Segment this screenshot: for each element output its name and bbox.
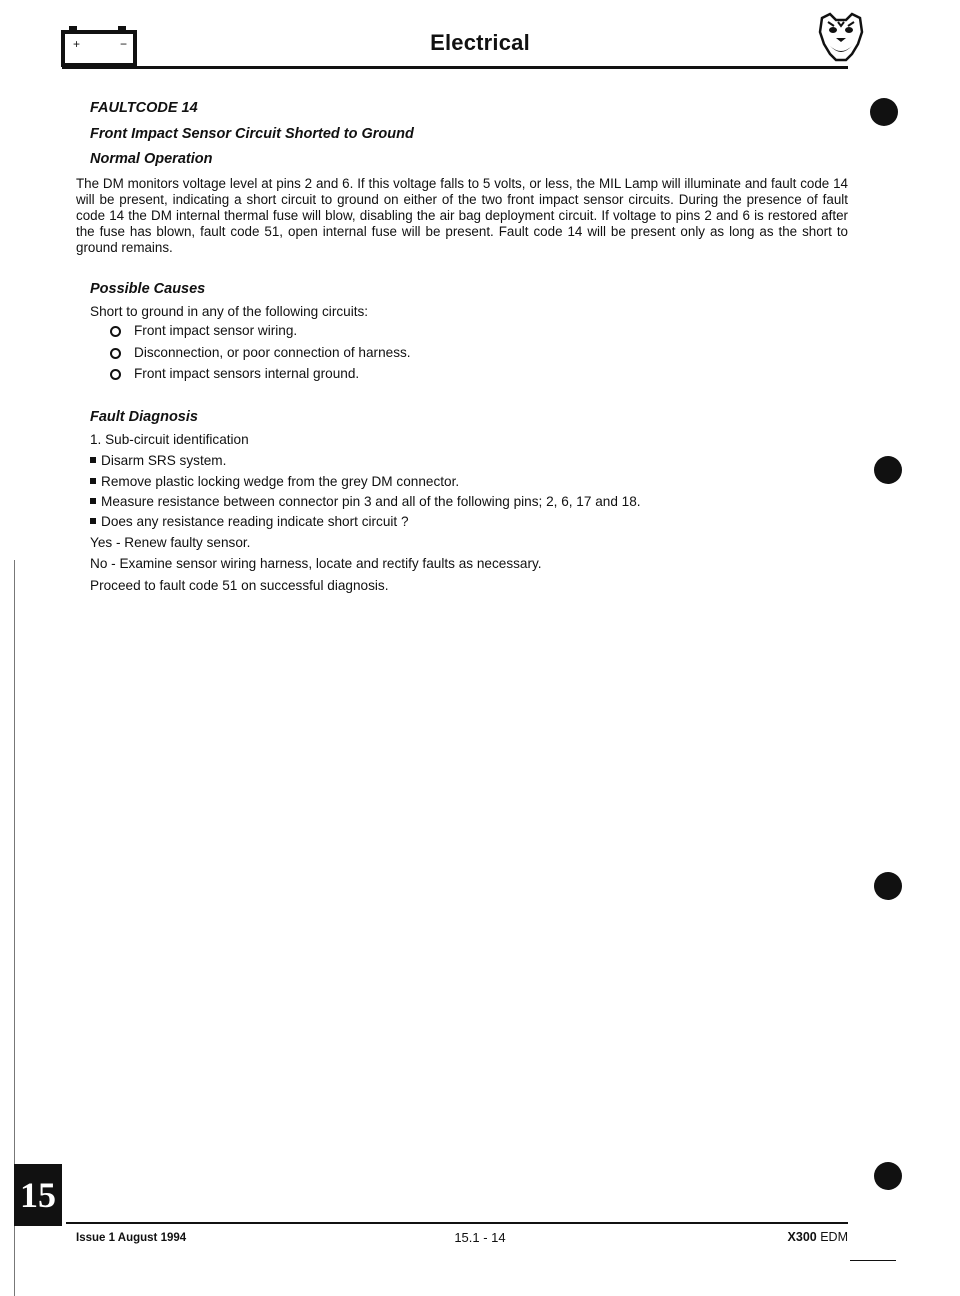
diagnosis-proceed-note: Proceed to fault code 51 on successful diagnosis.: [90, 578, 389, 593]
diagnosis-no-outcome: No - Examine sensor wiring harness, locate and rectify faults as necessary.: [90, 556, 542, 571]
square-bullet-icon: [90, 457, 96, 463]
diagnosis-item-text: Does any resistance reading indicate short circuit ?: [101, 514, 409, 529]
margin-dot: [874, 872, 902, 900]
possible-causes-intro: Short to ground in any of the following circuits:: [90, 304, 369, 319]
jaguar-head-logo-icon: [816, 10, 866, 64]
list-item: [90, 514, 409, 529]
list-item: [90, 474, 459, 489]
list-item: [90, 453, 226, 468]
ring-bullet-icon: [110, 369, 121, 380]
square-bullet-icon: [90, 518, 96, 524]
diagnosis-item-text: Remove plastic locking wedge from the grey DM connector.: [101, 474, 460, 489]
square-bullet-icon: [90, 478, 96, 484]
cause-text: Front impact sensor wiring.: [134, 323, 298, 338]
margin-dot: [874, 1162, 902, 1190]
fault-code-label: FAULTCODE 14: [90, 100, 198, 116]
diagnosis-step-heading: 1. Sub-circuit identification: [90, 432, 249, 447]
footer-page-number: 15.1 - 14: [454, 1230, 506, 1245]
cause-text: Disconnection, or poor connection of harness.: [134, 345, 411, 360]
section-tab: 15: [14, 1164, 62, 1226]
header-divider: [62, 66, 848, 69]
battery-minus-label: −: [120, 37, 128, 51]
footer-model-bold: X300: [787, 1230, 817, 1244]
footer-model-code: [760, 1230, 848, 1244]
footer-divider: [66, 1222, 848, 1224]
list-item: [90, 494, 641, 509]
possible-causes-heading: Possible Causes: [90, 281, 206, 297]
margin-dot: [874, 456, 902, 484]
ring-bullet-icon: [110, 326, 121, 337]
diagnosis-yes-outcome: Yes - Renew faulty sensor.: [90, 535, 251, 550]
fault-diagnosis-heading: Fault Diagnosis: [90, 409, 198, 425]
page-header-title: Electrical: [430, 30, 530, 55]
normal-operation-paragraph: The DM monitors voltage level at pins 2 and 6. If this voltage falls to 5 volts, or less, the MIL Lamp will illuminate and fault code 14 will be present, indicating a short circuit to ground on either of the two front impact sensor circuits. During the presence of fault code 14 the DM internal thermal fuse will blow, disabling the air bag deployment circuit. If voltage to pins 2 and 6 is restored after the fuse has blown, fault code 51, open internal fuse will be present. Fault code 14 will be present only as long as the short to ground remains.: [76, 176, 848, 255]
diagnosis-item-text: Disarm SRS system.: [101, 453, 227, 468]
margin-dot: [870, 98, 898, 126]
battery-plus-label: +: [73, 37, 81, 51]
ring-bullet-icon: [110, 348, 121, 359]
square-bullet-icon: [90, 498, 96, 504]
diagnosis-item-text: Measure resistance between connector pin 3 and all of the following pins; 2, 6, 17 and 18.: [101, 494, 641, 509]
footer-issue-text: Issue 1 August 1994: [76, 1232, 187, 1244]
cause-text: Front impact sensors internal ground.: [134, 366, 360, 381]
normal-operation-heading: Normal Operation: [90, 151, 213, 167]
fault-title: Front Impact Sensor Circuit Shorted to Ground: [90, 126, 414, 142]
footer-right-rule: [850, 1260, 896, 1261]
footer-model-rest: EDM: [816, 1230, 848, 1244]
